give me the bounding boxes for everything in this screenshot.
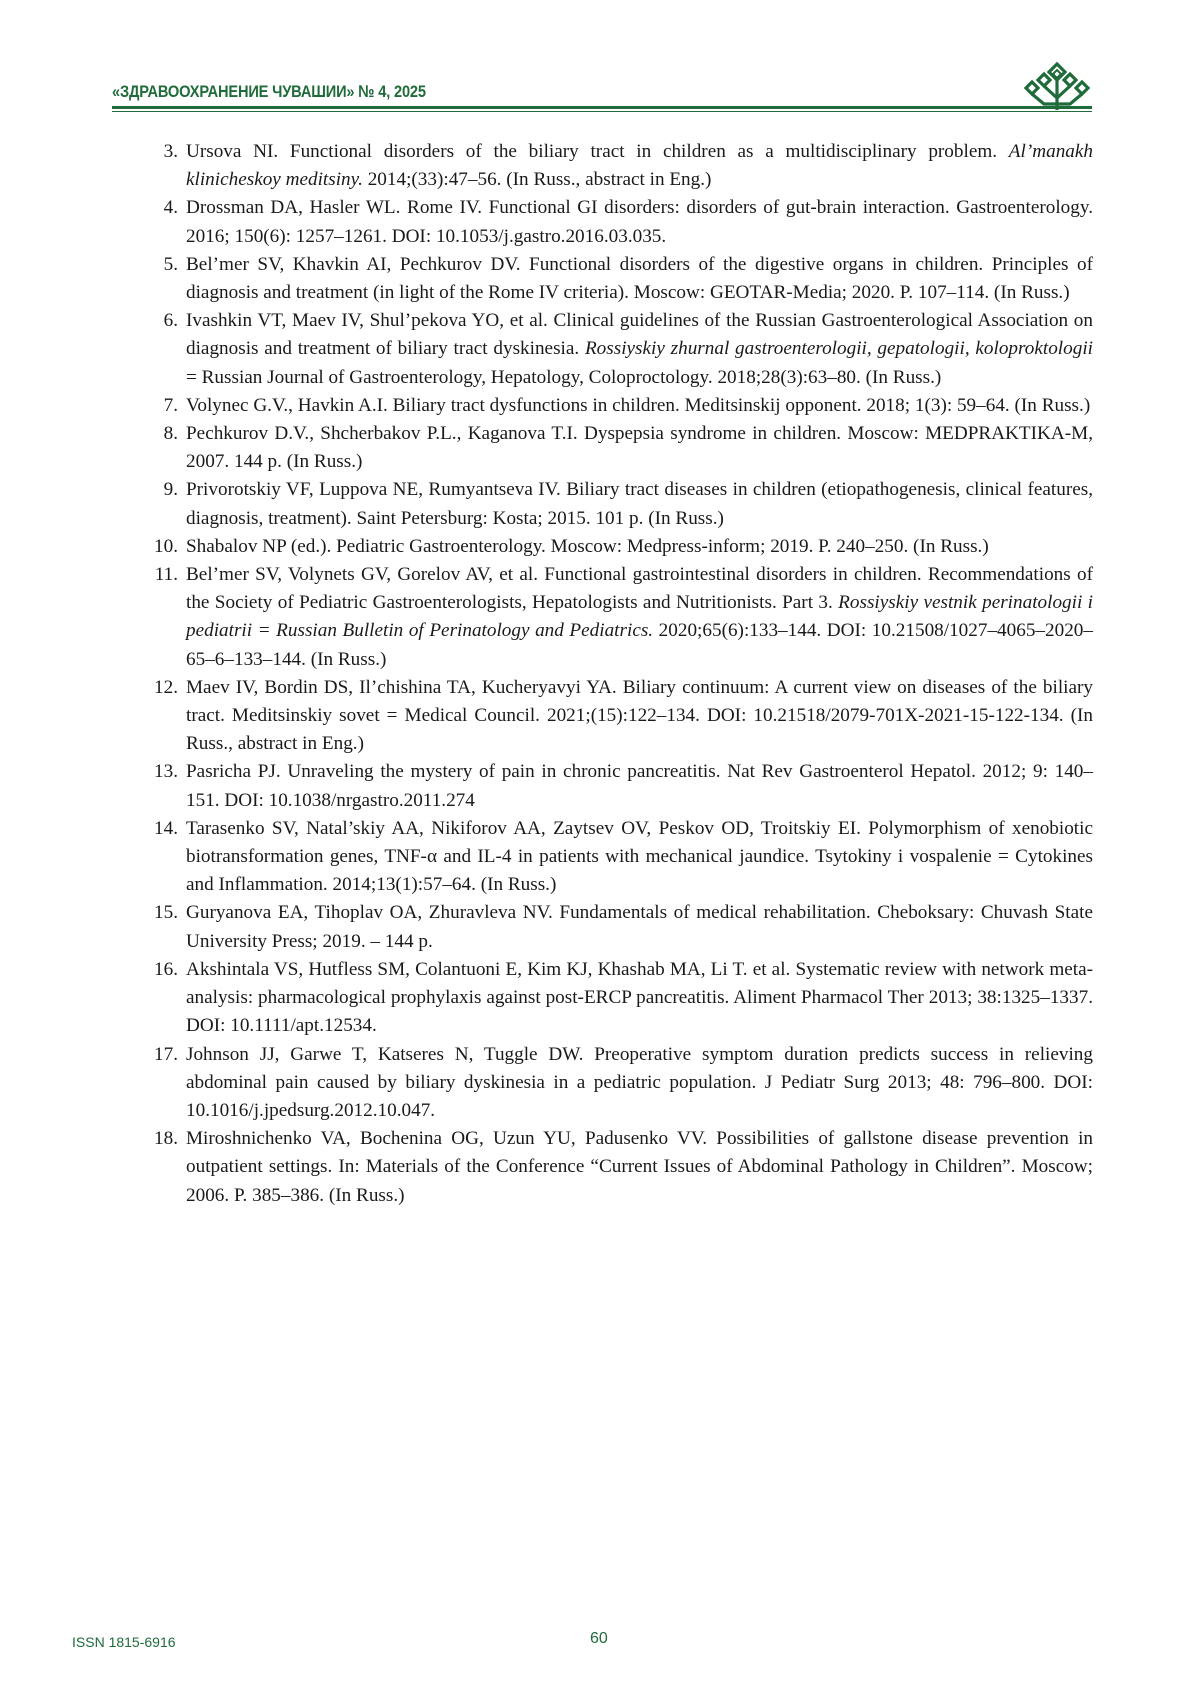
reference-text-segment: Ivashkin VT, Maev IV, Shul’pekova YO, et al. Clinical guidelines of the Russian Gastroenterological Association on diagnosis and treatment of biliary tract dyskinesia.	[186, 310, 1093, 360]
reference-number: 10.	[154, 535, 178, 557]
reference-text-segment: Akshintala VS, Hutfless SM, Colantuoni E, Kim KJ, Khashab MA, Li T. et al. Systematic review with network meta-analysis: pharmacological prophylaxis against post-ERCP pancreatitis. Aliment Pharmacol Ther 2013; 38:1325–1337. DOI: 10.1111/apt.12534.	[186, 958, 1093, 1037]
reference-number: 6.	[163, 310, 178, 332]
page-number: 60	[590, 1630, 608, 1647]
reference-number: 7.	[163, 394, 178, 416]
reference-text	[186, 197, 1093, 246]
reference-text	[186, 761, 1093, 810]
reference-text-segment: Johnson JJ, Garwe T, Katseres N, Tuggle DW. Preoperative symptom duration predicts success in relieving abdominal pain caused by biliary dyskinesia in a pediatric population. J Pediatr Surg 2013; 48: 796–800. DOI: 10.1016/j.jpedsurg.2012.10.047.	[186, 1043, 1093, 1121]
reference-text-segment: Guryanova EA, Tihoplav OA, Zhuravleva NV. Fundamentals of medical rehabilitation. Cheboksary: Chuvash State University Press; 2019. – 144 p.	[186, 902, 1093, 952]
reference-number: 18.	[154, 1128, 178, 1150]
reference-number: 17.	[154, 1043, 178, 1065]
reference-text-segment: Pechkurov D.V., Shcherbakov P.L., Kaganova T.I. Dyspepsia syndrome in children. Moscow: MEDPRAKTIKA-M, 2007. 144 p. (In Russ.)	[186, 423, 1093, 473]
page-header	[112, 78, 1092, 120]
reference-text	[186, 479, 1093, 528]
reference-number: 14.	[154, 817, 178, 839]
reference-text	[186, 310, 1093, 387]
reference-text-segment: Shabalov NP (ed.). Pediatric Gastroenterology. Moscow: Medpress-inform; 2019. P. 240–250. (In Russ.)	[186, 535, 989, 557]
reference-list	[148, 138, 1093, 1210]
reference-item	[148, 392, 1093, 420]
reference-number: 11.	[154, 564, 178, 586]
reference-number: 15.	[154, 902, 178, 924]
reference-text	[186, 395, 1090, 416]
reference-text	[186, 1044, 1093, 1121]
reference-item	[148, 561, 1093, 674]
reference-text	[186, 254, 1093, 303]
reference-text-segment: Bel’mer SV, Khavkin AI, Pechkurov DV. Functional disorders of the digestive organs in children. Principles of diagnosis and treatment (in light of the Rome IV criteria). Moscow: GEOTAR-Media; 2020. P. 107–114. (In Russ.)	[186, 253, 1093, 304]
reference-item	[148, 533, 1093, 561]
reference-item	[148, 476, 1093, 532]
reference-text-segment: Tarasenko SV, Natal’skiy AA, Nikiforov AA, Zaytsev OV, Peskov OD, Troitskiy EI. Polymorphism of xenobiotic biotransformation genes, TNF-α and IL-4 in patients with mechanical jaundice. Tsytokiny i vospalenie = Cytokines and Inflammation. 2014;13(1):57–64. (In Russ.)	[186, 817, 1093, 896]
reference-item	[148, 1125, 1093, 1210]
reference-text-segment: Privorotskiy VF, Luppova NE, Rumyantseva IV. Biliary tract diseases in children (etiopathogenesis, clinical features, diagnosis, treatment). Saint Petersburg: Kosta; 2015. 101 p. (In Russ.)	[186, 479, 1093, 529]
reference-text-segment: 2014;(33):47–56. (In Russ., abstract in Eng.)	[362, 169, 712, 191]
reference-number: 5.	[163, 253, 178, 275]
reference-journal-title: Rossiyskiy zhurnal gastroenterologii, gepatologii, koloproktologii	[584, 338, 1093, 360]
reference-text-segment: Maev IV, Bordin DS, Il’chishina TA, Kucheryavyi YA. Biliary continuum: A current view on diseases of the biliary tract. Meditsinskiy sovet = Medical Council. 2021;(15):122–134. DOI: 10.21518/2079-701X-2021-15-122-134. (In Russ., abstract in Eng.)	[186, 676, 1093, 755]
reference-text-segment: Volynec G.V., Havkin A.I. Biliary tract dysfunctions in children. Meditsinskij opponent. 2018; 1(3): 59–64. (In Russ.)	[186, 394, 1091, 416]
journal-title: «ЗДРАВООХРАНЕНИЕ ЧУВАШИИ» № 4, 2025	[112, 82, 426, 101]
reference-text	[186, 564, 1093, 670]
reference-number: 13.	[154, 761, 178, 783]
reference-number: 3.	[163, 141, 178, 162]
reference-text-segment: Drossman DA, Hasler WL. Rome IV. Functional GI disorders: disorders of gut-brain interaction. Gastroenterology. 2016; 150(6): 1257–1261. DOI: 10.1053/j.gastro.2016.03.035.	[186, 197, 1093, 247]
reference-item	[148, 420, 1093, 476]
reference-number: 16.	[154, 958, 178, 980]
reference-text-segment: Miroshnichenko VA, Bochenina OG, Uzun YU, Padusenko VV. Possibilities of gallstone disease prevention in outpatient settings. In: Materials of the Conference “Current Issues of Abdominal Pathology in Children”. Moscow; 2006. P. 385–386. (In Russ.)	[186, 1128, 1093, 1206]
reference-number: 8.	[163, 423, 178, 445]
reference-text	[186, 536, 989, 557]
reference-text	[186, 141, 1093, 190]
reference-item	[148, 674, 1093, 759]
reference-text-segment: 2020;65(6):133–144. DOI: 10.21508/1027–4065–2020–65–6–133–144. (In Russ.)	[186, 620, 1093, 670]
reference-number: 4.	[163, 197, 178, 219]
header-rule-thin	[112, 111, 1092, 112]
reference-text	[186, 677, 1093, 754]
issn-label: ISSN 1815-6916	[72, 1634, 176, 1650]
reference-item	[148, 1041, 1093, 1126]
reference-number: 12.	[154, 676, 178, 698]
reference-text	[186, 902, 1093, 951]
reference-text	[186, 423, 1093, 472]
reference-item	[148, 194, 1093, 250]
reference-text-segment: = Russian Journal of Gastroenterology, Hepatology, Coloproctology. 2018;28(3):63–80. (In Russ.)	[186, 366, 942, 388]
reference-item	[148, 815, 1093, 900]
reference-journal-title: Al’manakh klinicheskoy meditsiny.	[186, 141, 1093, 191]
reference-text	[186, 818, 1093, 895]
reference-text-segment: Bel’mer SV, Volynets GV, Gorelov AV, et al. Functional gastrointestinal disorders in children. Recommendations of the Society of Pediatric Gastroenterologists, Hepatologists and Nutritionists. Part 3.	[186, 564, 1093, 614]
reference-text	[186, 959, 1093, 1036]
reference-journal-title: Rossiyskiy vestnik perinatologii i pediatrii = Russian Bulletin of Perinatology and Pediatrics.	[186, 592, 1093, 642]
reference-item	[148, 307, 1093, 392]
reference-item	[148, 251, 1093, 307]
reference-item	[148, 138, 1093, 194]
reference-item	[148, 899, 1093, 955]
header-rule	[112, 106, 1092, 109]
reference-item	[148, 956, 1093, 1041]
reference-text	[186, 1128, 1093, 1205]
reference-number: 9.	[163, 479, 178, 501]
reference-item	[148, 758, 1093, 814]
reference-text-segment: Ursova NI. Functional disorders of the biliary tract in children as a multidisciplinary problem.	[186, 141, 1009, 162]
reference-text-segment: Pasricha PJ. Unraveling the mystery of pain in chronic pancreatitis. Nat Rev Gastroenterol Hepatol. 2012; 9: 140–151. DOI: 10.1038/nrgastro.2011.274	[186, 761, 1093, 811]
